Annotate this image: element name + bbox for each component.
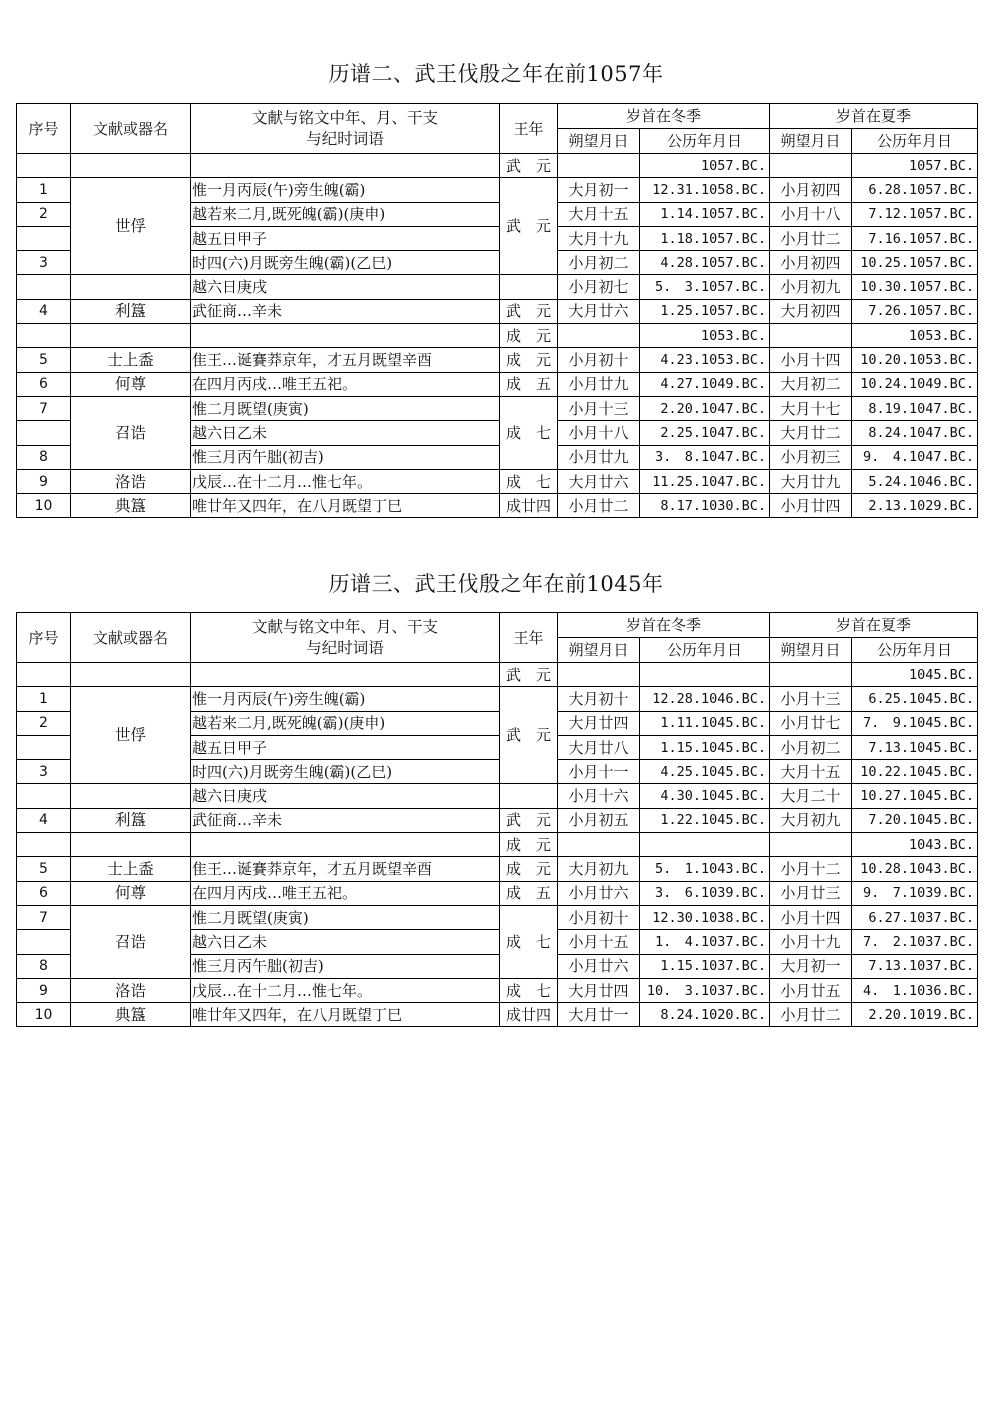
cell-winter-gregorian: 8.24.1020.BC. bbox=[640, 1003, 770, 1027]
cell-seq bbox=[17, 226, 71, 250]
cell-summer-lunar: 小月初二 bbox=[770, 735, 852, 759]
cell-winter-gregorian: 1.25.1057.BC. bbox=[640, 299, 770, 323]
cell-winter-gregorian: 1. 4.1037.BC. bbox=[640, 930, 770, 954]
cell-seq bbox=[17, 784, 71, 808]
cell-king-year: 成廿四 bbox=[500, 494, 558, 518]
cell-seq bbox=[17, 324, 71, 348]
cell-winter-lunar: 小月初二 bbox=[558, 251, 640, 275]
cell-seq: 1 bbox=[17, 687, 71, 711]
header-summer-gregorian: 公历年月日 bbox=[852, 638, 978, 663]
cell-winter-gregorian: 3. 6.1039.BC. bbox=[640, 881, 770, 905]
cell-winter-lunar: 大月廿六 bbox=[558, 299, 640, 323]
cell-summer-gregorian: 4. 1.1036.BC. bbox=[852, 978, 978, 1002]
cell-summer-lunar: 大月廿九 bbox=[770, 469, 852, 493]
cell-document: 召诰 bbox=[71, 396, 191, 469]
cell-phrase: 越六日乙未 bbox=[191, 930, 500, 954]
cell-phrase: 惟二月既望(庚寅) bbox=[191, 396, 500, 420]
cell-king-year: 武 元 bbox=[500, 154, 558, 178]
cell-winter-lunar: 大月廿六 bbox=[558, 469, 640, 493]
cell-summer-gregorian: 8.24.1047.BC. bbox=[852, 421, 978, 445]
cell-winter-lunar: 大月廿八 bbox=[558, 735, 640, 759]
cell-winter-lunar: 小月初七 bbox=[558, 275, 640, 299]
cell-winter-lunar: 小月廿二 bbox=[558, 494, 640, 518]
cell-winter-gregorian: 2.20.1047.BC. bbox=[640, 396, 770, 420]
cell-seq: 1 bbox=[17, 178, 71, 202]
table-row bbox=[17, 687, 978, 711]
cell-phrase bbox=[191, 154, 500, 178]
cell-summer-lunar: 小月廿二 bbox=[770, 226, 852, 250]
cell-seq: 4 bbox=[17, 808, 71, 832]
header-winter-lunar: 朔望月日 bbox=[558, 129, 640, 154]
cell-document bbox=[71, 154, 191, 178]
cell-summer-lunar: 大月廿二 bbox=[770, 421, 852, 445]
cell-phrase: 时四(六)月既旁生魄(霸)(乙巳) bbox=[191, 760, 500, 784]
cell-seq bbox=[17, 735, 71, 759]
cell-winter-lunar: 小月廿九 bbox=[558, 372, 640, 396]
table-row bbox=[17, 178, 978, 202]
cell-summer-lunar: 大月初二 bbox=[770, 372, 852, 396]
header-winter: 岁首在冬季 bbox=[558, 613, 770, 638]
cell-winter-gregorian: 1.14.1057.BC. bbox=[640, 202, 770, 226]
table-row bbox=[17, 324, 978, 348]
cell-winter-lunar: 大月十九 bbox=[558, 226, 640, 250]
header-seq: 序号 bbox=[17, 613, 71, 663]
header-document: 文献或器名 bbox=[71, 104, 191, 154]
header-winter-lunar: 朔望月日 bbox=[558, 638, 640, 663]
cell-summer-lunar bbox=[770, 154, 852, 178]
cell-seq: 4 bbox=[17, 299, 71, 323]
header-phrase-line2: 与纪时词语 bbox=[306, 638, 384, 657]
cell-phrase: 唯廿年又四年，在八月既望丁巳 bbox=[191, 1003, 500, 1027]
cell-seq: 7 bbox=[17, 396, 71, 420]
cell-summer-gregorian: 6.25.1045.BC. bbox=[852, 687, 978, 711]
cell-king-year: 武 元 bbox=[500, 299, 558, 323]
cell-summer-gregorian: 7.20.1045.BC. bbox=[852, 808, 978, 832]
cell-seq: 10 bbox=[17, 1003, 71, 1027]
cell-winter-gregorian: 1.15.1037.BC. bbox=[640, 954, 770, 978]
cell-summer-lunar: 大月初四 bbox=[770, 299, 852, 323]
header-phrase-line2: 与纪时词语 bbox=[306, 129, 384, 148]
cell-winter-lunar bbox=[558, 663, 640, 687]
cell-summer-lunar: 小月初九 bbox=[770, 275, 852, 299]
cell-phrase: 惟三月丙午朏(初吉) bbox=[191, 954, 500, 978]
table-row bbox=[17, 469, 978, 493]
table-row bbox=[17, 299, 978, 323]
cell-summer-lunar: 大月十七 bbox=[770, 396, 852, 420]
table-row bbox=[17, 494, 978, 518]
cell-winter-gregorian bbox=[640, 663, 770, 687]
cell-winter-lunar: 小月十六 bbox=[558, 784, 640, 808]
cell-summer-gregorian: 10.22.1045.BC. bbox=[852, 760, 978, 784]
cell-winter-gregorian: 8.17.1030.BC. bbox=[640, 494, 770, 518]
cell-summer-lunar bbox=[770, 324, 852, 348]
cell-winter-gregorian: 1.11.1045.BC. bbox=[640, 711, 770, 735]
cell-seq: 8 bbox=[17, 445, 71, 469]
cell-summer-gregorian: 2.13.1029.BC. bbox=[852, 494, 978, 518]
cell-document bbox=[71, 663, 191, 687]
cell-winter-gregorian: 1.22.1045.BC. bbox=[640, 808, 770, 832]
cell-summer-gregorian: 10.30.1057.BC. bbox=[852, 275, 978, 299]
cell-winter-lunar: 大月廿四 bbox=[558, 978, 640, 1002]
cell-king-year: 成 元 bbox=[500, 833, 558, 857]
cell-phrase: 惟三月丙午朏(初吉) bbox=[191, 445, 500, 469]
cell-summer-gregorian: 9. 4.1047.BC. bbox=[852, 445, 978, 469]
cell-summer-lunar: 大月十五 bbox=[770, 760, 852, 784]
cell-seq: 3 bbox=[17, 760, 71, 784]
cell-summer-gregorian: 1053.BC. bbox=[852, 324, 978, 348]
header-summer: 岁首在夏季 bbox=[770, 613, 978, 638]
cell-summer-lunar: 小月廿七 bbox=[770, 711, 852, 735]
header-summer-lunar: 朔望月日 bbox=[770, 129, 852, 154]
cell-king-year: 成 元 bbox=[500, 324, 558, 348]
cell-summer-gregorian: 6.28.1057.BC. bbox=[852, 178, 978, 202]
cell-summer-gregorian: 5.24.1046.BC. bbox=[852, 469, 978, 493]
cell-seq: 2 bbox=[17, 202, 71, 226]
cell-document: 何尊 bbox=[71, 372, 191, 396]
cell-winter-gregorian: 11.25.1047.BC. bbox=[640, 469, 770, 493]
cell-winter-gregorian: 5. 1.1043.BC. bbox=[640, 857, 770, 881]
cell-document: 士上盉 bbox=[71, 348, 191, 372]
table-row bbox=[17, 808, 978, 832]
cell-winter-gregorian: 1.18.1057.BC. bbox=[640, 226, 770, 250]
cell-king-year: 成廿四 bbox=[500, 1003, 558, 1027]
table-row bbox=[17, 348, 978, 372]
cell-summer-lunar: 小月廿四 bbox=[770, 494, 852, 518]
cell-phrase: 越若来二月,既死魄(霸)(庚申) bbox=[191, 202, 500, 226]
header-seq: 序号 bbox=[17, 104, 71, 154]
cell-king-year bbox=[500, 784, 558, 808]
cell-summer-lunar: 大月初九 bbox=[770, 808, 852, 832]
cell-phrase: 时四(六)月既旁生魄(霸)(乙巳) bbox=[191, 251, 500, 275]
cell-phrase: 隹王…诞賽莽京年，才五月既望辛酉 bbox=[191, 857, 500, 881]
cell-winter-gregorian: 12.30.1038.BC. bbox=[640, 905, 770, 929]
cell-winter-gregorian: 4.27.1049.BC. bbox=[640, 372, 770, 396]
calendar-title-2: 历谱三、武王伐殷之年在前1045年 bbox=[328, 572, 664, 596]
cell-winter-gregorian: 12.28.1046.BC. bbox=[640, 687, 770, 711]
header-phrase bbox=[191, 104, 500, 154]
cell-phrase: 戊辰…在十二月…惟七年。 bbox=[191, 469, 500, 493]
header-summer-lunar: 朔望月日 bbox=[770, 638, 852, 663]
table-row bbox=[17, 978, 978, 1002]
cell-seq: 9 bbox=[17, 469, 71, 493]
header-row bbox=[17, 104, 978, 129]
cell-summer-gregorian: 10.20.1053.BC. bbox=[852, 348, 978, 372]
cell-phrase bbox=[191, 324, 500, 348]
cell-summer-gregorian: 10.25.1057.BC. bbox=[852, 251, 978, 275]
header-phrase-line1: 文献与铭文中年、月、干支 bbox=[251, 108, 438, 127]
cell-summer-gregorian: 1045.BC. bbox=[852, 663, 978, 687]
cell-phrase: 越五日甲子 bbox=[191, 735, 500, 759]
cell-phrase: 武征商…辛未 bbox=[191, 299, 500, 323]
cell-winter-gregorian: 5. 3.1057.BC. bbox=[640, 275, 770, 299]
cell-document: 典簋 bbox=[71, 494, 191, 518]
table-row bbox=[17, 881, 978, 905]
calendar-table-2 bbox=[16, 612, 978, 1027]
cell-summer-gregorian: 7. 9.1045.BC. bbox=[852, 711, 978, 735]
header-king-year: 王年 bbox=[500, 104, 558, 154]
cell-winter-lunar: 小月十五 bbox=[558, 930, 640, 954]
cell-king-year: 武 元 bbox=[500, 687, 558, 784]
cell-document: 利簋 bbox=[71, 808, 191, 832]
cell-seq: 6 bbox=[17, 372, 71, 396]
cell-winter-lunar: 小月初十 bbox=[558, 348, 640, 372]
table-row bbox=[17, 275, 978, 299]
cell-seq bbox=[17, 154, 71, 178]
cell-seq: 2 bbox=[17, 711, 71, 735]
cell-king-year: 成 五 bbox=[500, 372, 558, 396]
cell-summer-gregorian: 7.13.1037.BC. bbox=[852, 954, 978, 978]
table-row bbox=[17, 1003, 978, 1027]
cell-summer-gregorian: 8.19.1047.BC. bbox=[852, 396, 978, 420]
cell-king-year: 成 元 bbox=[500, 857, 558, 881]
cell-summer-lunar bbox=[770, 663, 852, 687]
cell-summer-lunar: 小月初四 bbox=[770, 251, 852, 275]
cell-seq: 7 bbox=[17, 905, 71, 929]
cell-summer-gregorian: 10.24.1049.BC. bbox=[852, 372, 978, 396]
table-row bbox=[17, 396, 978, 420]
cell-document: 洛诰 bbox=[71, 469, 191, 493]
cell-king-year bbox=[500, 275, 558, 299]
cell-winter-lunar: 大月廿一 bbox=[558, 1003, 640, 1027]
header-winter-gregorian: 公历年月日 bbox=[640, 638, 770, 663]
cell-winter-gregorian: 1057.BC. bbox=[640, 154, 770, 178]
table-row bbox=[17, 857, 978, 881]
cell-phrase: 越五日甲子 bbox=[191, 226, 500, 250]
cell-winter-lunar: 大月初九 bbox=[558, 857, 640, 881]
cell-seq: 3 bbox=[17, 251, 71, 275]
cell-summer-gregorian: 2.20.1019.BC. bbox=[852, 1003, 978, 1027]
cell-winter-gregorian: 4.23.1053.BC. bbox=[640, 348, 770, 372]
table-row bbox=[17, 372, 978, 396]
cell-seq: 10 bbox=[17, 494, 71, 518]
cell-summer-lunar: 小月初四 bbox=[770, 178, 852, 202]
cell-winter-gregorian: 2.25.1047.BC. bbox=[640, 421, 770, 445]
cell-winter-lunar: 小月初十 bbox=[558, 905, 640, 929]
cell-phrase: 惟二月既望(庚寅) bbox=[191, 905, 500, 929]
cell-king-year: 成 七 bbox=[500, 905, 558, 978]
cell-document: 士上盉 bbox=[71, 857, 191, 881]
cell-document: 何尊 bbox=[71, 881, 191, 905]
cell-document: 召诰 bbox=[71, 905, 191, 978]
cell-summer-lunar: 小月初三 bbox=[770, 445, 852, 469]
cell-document bbox=[71, 784, 191, 808]
cell-document: 世俘 bbox=[71, 687, 191, 784]
table-row bbox=[17, 154, 978, 178]
cell-summer-gregorian: 9. 7.1039.BC. bbox=[852, 881, 978, 905]
cell-summer-gregorian: 1057.BC. bbox=[852, 154, 978, 178]
cell-seq: 9 bbox=[17, 978, 71, 1002]
cell-summer-lunar: 小月十八 bbox=[770, 202, 852, 226]
cell-seq bbox=[17, 930, 71, 954]
cell-seq bbox=[17, 421, 71, 445]
cell-winter-gregorian: 12.31.1058.BC. bbox=[640, 178, 770, 202]
cell-winter-gregorian: 1053.BC. bbox=[640, 324, 770, 348]
cell-phrase: 越六日乙未 bbox=[191, 421, 500, 445]
table-row bbox=[17, 905, 978, 929]
cell-document: 世俘 bbox=[71, 178, 191, 275]
cell-seq bbox=[17, 833, 71, 857]
header-phrase-line1: 文献与铭文中年、月、干支 bbox=[251, 617, 438, 636]
cell-winter-lunar: 大月初十 bbox=[558, 687, 640, 711]
cell-phrase: 在四月丙戌…唯王五祀。 bbox=[191, 881, 500, 905]
cell-phrase: 惟一月丙辰(午)旁生魄(霸) bbox=[191, 687, 500, 711]
cell-winter-lunar: 大月十五 bbox=[558, 202, 640, 226]
cell-winter-gregorian: 1.15.1045.BC. bbox=[640, 735, 770, 759]
cell-winter-gregorian: 10. 3.1037.BC. bbox=[640, 978, 770, 1002]
cell-document bbox=[71, 324, 191, 348]
cell-winter-lunar: 小月初五 bbox=[558, 808, 640, 832]
header-document: 文献或器名 bbox=[71, 613, 191, 663]
cell-winter-gregorian: 3. 8.1047.BC. bbox=[640, 445, 770, 469]
cell-king-year: 成 七 bbox=[500, 396, 558, 469]
calendar-table-1 bbox=[16, 103, 978, 518]
cell-document bbox=[71, 833, 191, 857]
cell-king-year: 武 元 bbox=[500, 663, 558, 687]
cell-summer-lunar: 小月十三 bbox=[770, 687, 852, 711]
cell-phrase: 越六日庚戌 bbox=[191, 275, 500, 299]
cell-document: 典簋 bbox=[71, 1003, 191, 1027]
cell-king-year: 武 元 bbox=[500, 808, 558, 832]
calendar-title-1: 历谱二、武王伐殷之年在前1057年 bbox=[328, 62, 664, 86]
cell-summer-gregorian: 1043.BC. bbox=[852, 833, 978, 857]
cell-summer-gregorian: 7.12.1057.BC. bbox=[852, 202, 978, 226]
cell-summer-lunar: 大月初一 bbox=[770, 954, 852, 978]
cell-document: 利簋 bbox=[71, 299, 191, 323]
cell-summer-gregorian: 7. 2.1037.BC. bbox=[852, 930, 978, 954]
cell-summer-lunar: 小月十四 bbox=[770, 348, 852, 372]
header-king-year: 王年 bbox=[500, 613, 558, 663]
cell-winter-lunar: 小月十三 bbox=[558, 396, 640, 420]
cell-document: 洛诰 bbox=[71, 978, 191, 1002]
cell-seq: 5 bbox=[17, 348, 71, 372]
cell-winter-lunar: 小月廿六 bbox=[558, 954, 640, 978]
cell-seq: 6 bbox=[17, 881, 71, 905]
cell-winter-lunar: 小月廿六 bbox=[558, 881, 640, 905]
cell-king-year: 武 元 bbox=[500, 178, 558, 275]
cell-seq: 8 bbox=[17, 954, 71, 978]
table-row bbox=[17, 784, 978, 808]
cell-phrase: 惟一月丙辰(午)旁生魄(霸) bbox=[191, 178, 500, 202]
cell-winter-lunar: 小月廿九 bbox=[558, 445, 640, 469]
cell-summer-gregorian: 10.27.1045.BC. bbox=[852, 784, 978, 808]
table-row bbox=[17, 663, 978, 687]
cell-summer-lunar: 小月十四 bbox=[770, 905, 852, 929]
cell-winter-gregorian bbox=[640, 833, 770, 857]
cell-seq bbox=[17, 663, 71, 687]
cell-summer-lunar: 小月廿三 bbox=[770, 881, 852, 905]
header-summer-gregorian: 公历年月日 bbox=[852, 129, 978, 154]
cell-phrase bbox=[191, 663, 500, 687]
cell-winter-lunar bbox=[558, 324, 640, 348]
cell-summer-lunar: 小月十二 bbox=[770, 857, 852, 881]
cell-seq: 5 bbox=[17, 857, 71, 881]
cell-winter-gregorian: 4.25.1045.BC. bbox=[640, 760, 770, 784]
cell-summer-lunar: 小月廿二 bbox=[770, 1003, 852, 1027]
cell-summer-gregorian: 6.27.1037.BC. bbox=[852, 905, 978, 929]
header-summer: 岁首在夏季 bbox=[770, 104, 978, 129]
cell-summer-gregorian: 7.13.1045.BC. bbox=[852, 735, 978, 759]
header-winter: 岁首在冬季 bbox=[558, 104, 770, 129]
cell-phrase: 在四月丙戌…唯王五祀。 bbox=[191, 372, 500, 396]
cell-phrase: 武征商…辛未 bbox=[191, 808, 500, 832]
cell-phrase: 唯廿年又四年，在八月既望丁巳 bbox=[191, 494, 500, 518]
cell-seq bbox=[17, 275, 71, 299]
cell-winter-lunar: 小月十八 bbox=[558, 421, 640, 445]
cell-winter-lunar bbox=[558, 154, 640, 178]
cell-winter-lunar: 大月初一 bbox=[558, 178, 640, 202]
cell-summer-lunar: 大月二十 bbox=[770, 784, 852, 808]
cell-phrase: 越若来二月,既死魄(霸)(庚申) bbox=[191, 711, 500, 735]
table-row bbox=[17, 833, 978, 857]
cell-phrase: 隹王…诞賽莽京年，才五月既望辛酉 bbox=[191, 348, 500, 372]
cell-king-year: 成 五 bbox=[500, 881, 558, 905]
cell-winter-lunar: 大月廿四 bbox=[558, 711, 640, 735]
cell-summer-gregorian: 7.16.1057.BC. bbox=[852, 226, 978, 250]
cell-document bbox=[71, 275, 191, 299]
cell-king-year: 成 七 bbox=[500, 469, 558, 493]
cell-king-year: 成 七 bbox=[500, 978, 558, 1002]
cell-summer-lunar bbox=[770, 833, 852, 857]
header-row bbox=[17, 613, 978, 638]
cell-summer-lunar: 小月十九 bbox=[770, 930, 852, 954]
header-phrase bbox=[191, 613, 500, 663]
cell-winter-gregorian: 4.28.1057.BC. bbox=[640, 251, 770, 275]
cell-summer-gregorian: 10.28.1043.BC. bbox=[852, 857, 978, 881]
cell-summer-gregorian: 7.26.1057.BC. bbox=[852, 299, 978, 323]
cell-winter-lunar: 小月十一 bbox=[558, 760, 640, 784]
cell-phrase bbox=[191, 833, 500, 857]
cell-king-year: 成 元 bbox=[500, 348, 558, 372]
cell-phrase: 越六日庚戌 bbox=[191, 784, 500, 808]
cell-phrase: 戊辰…在十二月…惟七年。 bbox=[191, 978, 500, 1002]
cell-winter-lunar bbox=[558, 833, 640, 857]
header-winter-gregorian: 公历年月日 bbox=[640, 129, 770, 154]
cell-winter-gregorian: 4.30.1045.BC. bbox=[640, 784, 770, 808]
cell-summer-lunar: 小月廿五 bbox=[770, 978, 852, 1002]
